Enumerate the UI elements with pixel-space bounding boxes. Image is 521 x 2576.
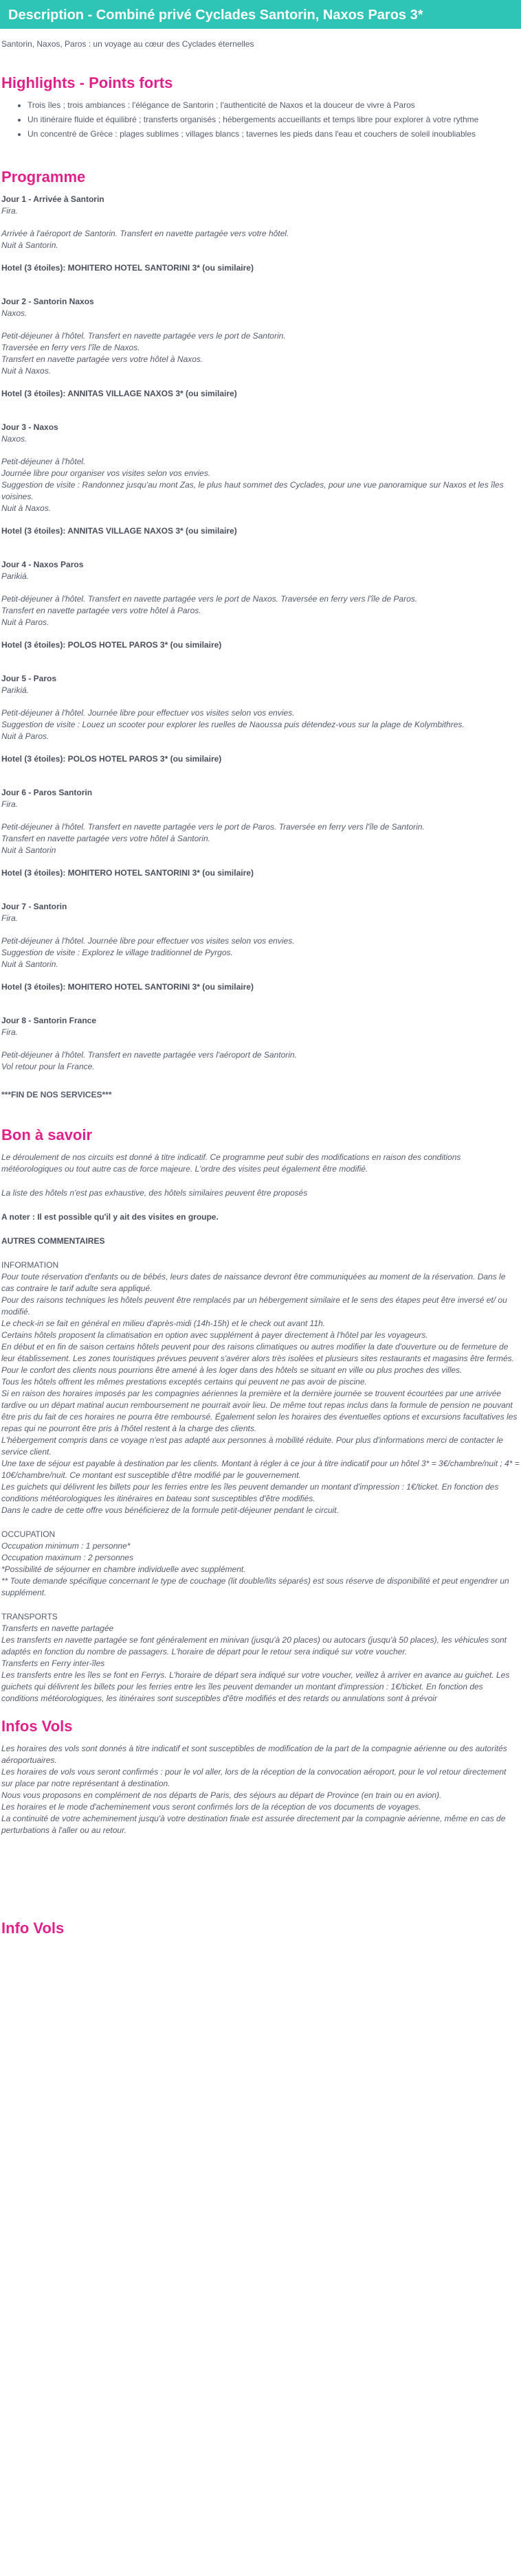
highlight-item: • Trois îles ; trois ambiances : l'élégance de Santorin ; l'authenticité de Naxos et la douceur de vivre à Paros (27, 100, 520, 111)
infos-vols-text (1, 1743, 520, 1836)
visits-note: A noter : Il est possible qu'il y ait des visites en groupe. (1, 1212, 219, 1222)
highlight-item: • Un concentré de Grèce : plages sublimes ; villages blancs ; tavernes les pieds dans l'eau et couchers de soleil inoubliables (27, 128, 520, 140)
day-title: Jour 5 - Paros (1, 674, 57, 683)
day-hotel: Hotel (3 étoiles): ANNITAS VILLAGE NAXOS 3* (ou similaire) (1, 526, 237, 536)
infos-vols-line: Les horaires des vols sont donnés à titre indicatif et sont susceptibles de modification de la part de la compagnie aérienne ou des autorités aéroportuaires. (1, 1744, 507, 1765)
day-description-line: Nuit à Paros. (1, 617, 49, 627)
day-description-line: Petit-déjeuner à l'hôtel. Transfert en navette partagée vers le port de Naxos. Traversée en ferry vers l'île de Paros. (1, 594, 418, 604)
occupation-line: *Possibilité de séjourner en chambre individuelle avec supplément. (1, 1564, 246, 1574)
information-line: Tous les hôtels offrent les mêmes prestations exceptés certains qui peuvent ne pas avoir de piscine. (1, 1377, 367, 1387)
information-line: Une taxe de séjour est payable à destination par les clients. Montant à régler à ce jour à titre indicatif pour un hôtel 3* = 3€/chambre/nuit ; 4* = 10€/chambre/nuit. Ce montant est susceptible d'être modifié par le gouvernement. (1, 1459, 520, 1480)
page-subtitle: Santorin, Naxos, Paros : un voyage au cœur des Cyclades éternelles (1, 39, 254, 49)
day-description (1, 593, 520, 628)
information-line: Les guichets qui délivrent les billets pour les ferries entre les îles peuvent demander un montant d'impression : 1€/ticket. En fonction des conditions météorologiques les itinéraires en bateau sont susceptibles d'être modifiés. (1, 1482, 499, 1503)
intro-note: Le déroulement de nos circuits est donné à titre indicatif. Ce programme peut subir des modifications en raison des conditions météorologiques ou tout autre cas de force majeure. L'ordre des visites peut également être modifié. (1, 1152, 461, 1174)
day-hotel: Hotel (3 étoiles): MOHITERO HOTEL SANTORINI 3* (ou similaire) (1, 982, 254, 992)
day-description-line: Vol retour pour la France. (1, 1062, 95, 1071)
day-block (1, 296, 520, 400)
day-title: Jour 4 - Naxos Paros (1, 560, 84, 569)
day-description-line: Petit-déjeuner à l'hôtel. Transfert en navette partagée vers l'aéroport de Santorin. (1, 1050, 297, 1060)
infos-vols-line: Les horaires et le mode d'acheminement vous seront confirmés lors de la réception de vos documents de voyages. (1, 1802, 421, 1812)
highlight-item: • Un itinéraire fluide et équilibré ; transferts organisés ; hébergements accueillants et temps libre pour explorer à votre rythme (27, 114, 520, 126)
day-title: Jour 1 - Arrivée à Santorin (1, 194, 104, 204)
info-vols-heading: Info Vols (1, 1919, 65, 1937)
transports-line: Transferts en navette partagée (1, 1623, 114, 1633)
occupation-line: Occupation maximum : 2 personnes (1, 1553, 134, 1562)
day-description-line: Petit-déjeuner à l'hôtel. Transfert en navette partagée vers le port de Paros. Traversée en ferry vers l'île de Santorin. (1, 822, 425, 832)
transports-text (1, 1623, 520, 1705)
information-text (1, 1271, 520, 1516)
day-description-line: Journée libre pour organiser vos visites selon vos envies. (1, 468, 211, 478)
day-place: Naxos. (1, 308, 27, 318)
day-title: Jour 3 - Naxos (1, 422, 58, 432)
day-place: Fira. (1, 799, 18, 809)
day-description-line: Nuit à Naxos. (1, 366, 52, 376)
day-block (1, 673, 520, 765)
day-description-line: Transfert en navette partagée vers votre hôtel à Naxos. (1, 354, 203, 364)
transports-heading: TRANSPORTS (1, 1612, 58, 1621)
day-description-line: Transfert en navette partagée vers votre hôtel à Santorin. (1, 834, 210, 843)
information-heading: INFORMATION (1, 1260, 59, 1270)
day-description-line: Nuit à Santorin. (1, 959, 58, 969)
infos-vols-line: Les horaires de vols vous seront confirmés : pour le vol aller, lors de la réception de la convocation aéroport, pour le vol retour directement sur place par notre représentant à destination. (1, 1767, 507, 1788)
day-block (1, 901, 520, 993)
day-block (1, 559, 520, 651)
information-line: Certains hôtels proposent la climatisation en option avec supplément à payer directement à l'hôtel par les voyageurs. (1, 1330, 428, 1340)
day-hotel: Hotel (3 étoiles): ANNITAS VILLAGE NAXOS 3* (ou similaire) (1, 389, 237, 398)
day-description-line: Arrivée à l'aéroport de Santorin. Transfert en navette partagée vers votre hôtel. (1, 229, 289, 238)
day-description-line: Suggestion de visite : Explorez le village traditionnel de Pyrgos. (1, 948, 233, 957)
highlights-list (1, 100, 520, 140)
day-description-line: Suggestion de visite : Louez un scooter pour explorer les ruelles de Naoussa puis détendez-vous sur la plage de Kolymbithres. (1, 720, 465, 729)
highlights-heading: Highlights - Points forts (1, 74, 173, 91)
day-block (1, 787, 520, 879)
day-place: Parikiá. (1, 571, 30, 581)
day-hotel: Hotel (3 étoiles): MOHITERO HOTEL SANTORINI 3* (ou similaire) (1, 263, 254, 273)
occupation-text (1, 1540, 520, 1599)
day-description-line: Petit-déjeuner à l'hôtel. Transfert en navette partagée vers le port de Santorin. (1, 331, 286, 341)
day-place: Fira. (1, 913, 18, 923)
infos-vols-line: Nous vous proposons en complément de nos départs de Paris, des séjours au départ de Province (en train ou en avion). (1, 1790, 442, 1800)
day-hotel: Hotel (3 étoiles): MOHITERO HOTEL SANTORINI 3* (ou similaire) (1, 868, 254, 878)
bon-a-savoir-heading: Bon à savoir (1, 1126, 93, 1143)
day-description-line: Nuit à Santorin (1, 845, 56, 855)
day-description-line: Petit-déjeuner à l'hôtel. Journée libre pour effectuer vos visites selon vos envies. (1, 936, 295, 946)
programme-heading: Programme (1, 168, 86, 185)
day-place: Fira. (1, 1027, 18, 1037)
information-line: Dans le cadre de cette offre vous bénéficierez de la formule petit-déjeuner pendant le circuit. (1, 1505, 339, 1515)
programme-days (1, 194, 520, 1073)
day-description (1, 228, 520, 251)
day-hotel: Hotel (3 étoiles): POLOS HOTEL PAROS 3* (ou similaire) (1, 640, 222, 650)
day-description-line: Suggestion de visite : Randonnez jusqu'au mont Zas, le plus haut sommet des Cyclades, pour une vue panoramique sur Naxos et les îles voisines. (1, 480, 504, 501)
day-place: Fira. (1, 206, 18, 216)
day-place: Parikiá. (1, 685, 30, 695)
transports-line: Transferts en Ferry inter-îles (1, 1659, 105, 1668)
infos-vols-line: La continuité de votre acheminement jusqu'à votre destination finale est assurée directement par la compagnie aérienne, même en cas de perturbations à l'aller ou au retour. (1, 1814, 506, 1835)
end-of-services: ***FIN DE NOS SERVICES*** (1, 1090, 112, 1099)
occupation-heading: OCCUPATION (1, 1529, 56, 1539)
transports-line: Les transferts en navette partagée se font généralement en minivan (jusqu'à 20 places) ou autocars (jusqu'à 50 places), les véhicules sont adaptés en fonction du nombre de passagers. L'horaire de départ pour le retour sera indiqué sur votre voucher. (1, 1635, 507, 1656)
day-title: Jour 2 - Santorin Naxos (1, 297, 94, 306)
information-line: Pour des raisons techniques les hôtels peuvent être remplacés par un hébergement similaire et le sens des étapes peut être inversé et/ ou modifié. (1, 1295, 507, 1317)
occupation-line: Occupation minimum : 1 personne* (1, 1541, 131, 1551)
day-title: Jour 8 - Santorin France (1, 1016, 97, 1025)
day-description (1, 456, 520, 514)
content (0, 38, 521, 1938)
day-block (1, 422, 520, 537)
day-description-line: Petit-déjeuner à l'hôtel. Journée libre pour effectuer vos visites selon vos envies. (1, 708, 295, 718)
day-block (1, 194, 520, 274)
day-description (1, 821, 520, 856)
day-description (1, 1049, 520, 1073)
day-description-line: Traversée en ferry vers l'île de Naxos. (1, 343, 140, 352)
page-title: Description - Combiné privé Cyclades Santorin, Naxos Paros 3* (0, 0, 521, 29)
day-description (1, 935, 520, 970)
day-description-line: Nuit à Santorin. (1, 240, 58, 250)
day-description (1, 330, 520, 377)
transports-line: Les transferts entre les îles se font en Ferrys. L'horaire de départ sera indiqué sur votre voucher, veillez à arriver en avance au guichet. Les guichets qui délivrent les billets pour les ferries entre les îles peuvent demander un montant d'impression : 1€/ticket. En fonction des conditions météorologiques, les itinéraires sont susceptibles d'être modifiés et des retards ou annulations sont à prévoir (1, 1670, 510, 1703)
occupation-line: ** Toute demande spécifique concernant le type de couchage (lit double/lits séparés) est sous réserve de disponibilité et peut engendrer un supplément. (1, 1576, 509, 1597)
day-place: Naxos. (1, 434, 27, 444)
day-description-line: Petit-déjeuner à l'hôtel. (1, 457, 86, 466)
day-description-line: Nuit à Naxos. (1, 503, 52, 513)
day-block (1, 1015, 520, 1073)
information-line: Si en raison des horaires imposés par les compagnies aériennes la première et la dernière journée se trouvent écourtées par une arrivée tardive ou un départ matinal aucun remboursement ne pourrait avoir lieu. De même tout repas inclus dans la formule de pension ne pouvant être pris du fait de ces horaires ne pourra être remboursé. Également selon les horaires des éventuelles options et excursions facultatives les repas qui ne pourront être pris à l'hôtel restent à la charge des clients. (1, 1389, 518, 1433)
day-description-line: Transfert en navette partagée vers votre hôtel à Paros. (1, 606, 201, 615)
information-line: Le check-in se fait en général en milieu d'après-midi (14h-15h) et le check out avant 11h. (1, 1319, 325, 1328)
day-description (1, 707, 520, 742)
information-line: Pour toute réservation d'enfants ou de bébés, leurs dates de naissance devront être communiquées au moment de la réservation. Dans le cas contraire le tarif adulte sera appliqué. (1, 1272, 506, 1293)
information-line: En début et en fin de saison certains hôtels peuvent pour des raisons climatiques ou autres modifier la date d'ouverture ou de fermeture de leur établissement. Les zones touristiques prévues peuvent s'avérer alors très isolées et plusieurs sites restaurants et magasins être fermés. Pour le confort des clients nous pourrions être amené à les loger dans des hôtels se situant en ville ou plus proches des villes. (1, 1342, 514, 1375)
day-title: Jour 7 - Santorin (1, 902, 67, 911)
autres-commentaires-heading: AUTRES COMMENTAIRES (1, 1236, 105, 1246)
day-description-line: Nuit à Paros. (1, 731, 49, 741)
information-line: L'hébergement compris dans ce voyage n'est pas adapté aux personnes à mobilité réduite. Pour plus d'informations merci de contacter le service client. (1, 1435, 503, 1457)
hotels-note: La liste des hôtels n'est pas exhaustive, des hôtels similaires peuvent être proposés (1, 1188, 308, 1198)
infos-vols-heading: Infos Vols (1, 1718, 73, 1735)
day-hotel: Hotel (3 étoiles): POLOS HOTEL PAROS 3* (ou similaire) (1, 754, 222, 764)
day-title: Jour 6 - Paros Santorin (1, 788, 93, 797)
